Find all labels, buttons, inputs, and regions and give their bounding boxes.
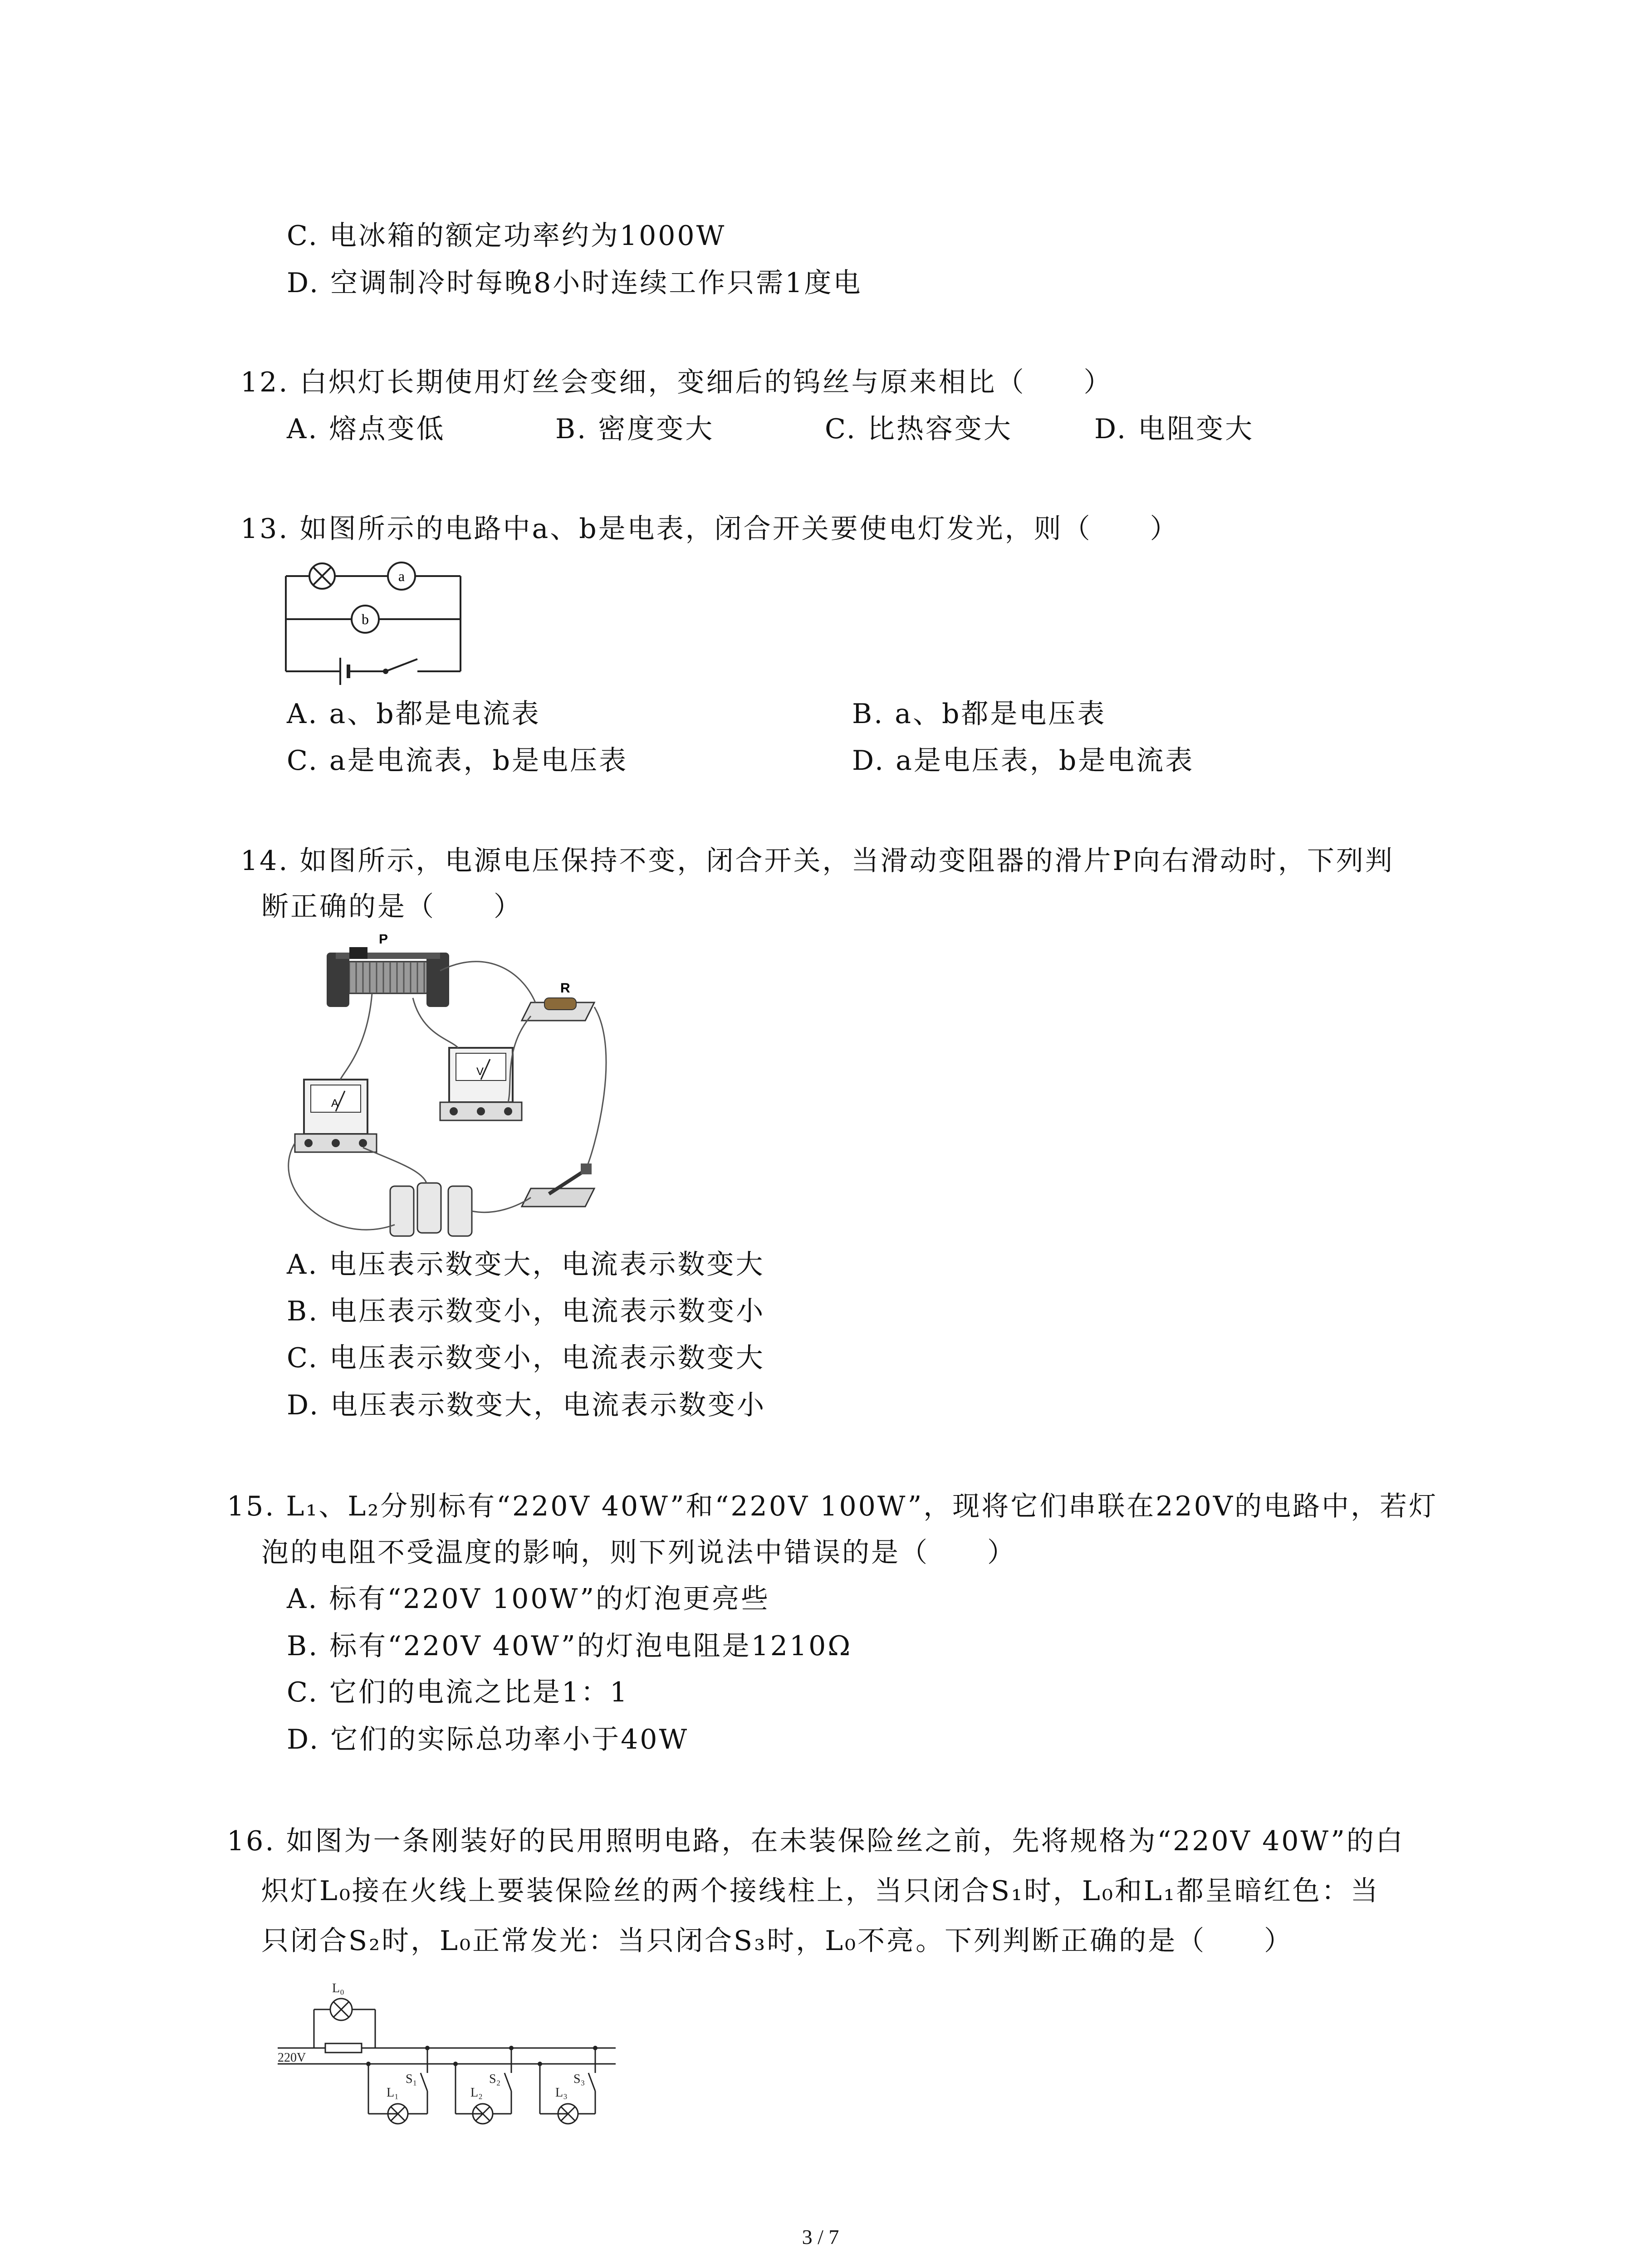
q15-stem-line1: 15. L₁、L₂分别标有“220V 40W”和“220V 100W”，现将它们串联在220V的电路中，若灯 [227, 1491, 1438, 1522]
resistor-icon [522, 998, 594, 1021]
switch-s3-label: S₃ [573, 2072, 585, 2086]
q14-apparatus-photo [277, 934, 622, 1247]
q16-lighting-circuit-diagram [278, 1978, 622, 2150]
q15-option-a: A. 标有“220V 100W”的灯泡更亮些 [287, 1583, 770, 1615]
q12-option-d: D. 电阻变大 [1094, 413, 1254, 445]
lamp-l0-label: L₀ [332, 1981, 344, 1995]
resistor-r-label: R [560, 981, 570, 996]
rheostat-icon [327, 947, 449, 1007]
page-number: 3 / 7 [802, 2225, 839, 2248]
q14-option-b: B. 电压表示数变小，电流表示数变小 [287, 1295, 765, 1327]
switch-icon [522, 1163, 594, 1207]
q13-stem: 13. 如图所示的电路中a、b是电表，闭合开关要使电灯发光，则（ ） [240, 513, 1179, 545]
meter-a-label: a [398, 568, 405, 584]
lamp-l3-label: L₃ [555, 2086, 568, 2100]
battery-icon [390, 1183, 472, 1236]
q13-circuit-diagram [281, 556, 472, 687]
q14-stem-line2: 断正确的是（ ） [261, 891, 523, 923]
q14-option-c: C. 电压表示数变小，电流表示数变大 [287, 1342, 765, 1374]
switch-s1-label: S₁ [406, 2072, 417, 2086]
q16-stem-line2: 炽灯L₀接在火线上要装保险丝的两个接线柱上，当只闭合S₁时，L₀和L₁都呈暗红色：当 [261, 1875, 1380, 1907]
switch-s2-label: S₂ [489, 2072, 501, 2086]
q12-option-c: C. 比热容变大 [825, 413, 1013, 445]
q15-option-b: B. 标有“220V 40W”的灯泡电阻是1210Ω [287, 1630, 852, 1662]
q13-option-a: A. a、b都是电流表 [287, 698, 541, 730]
meter-b-label: b [362, 611, 369, 627]
lamp-l1-label: L₁ [387, 2086, 399, 2100]
q14-option-a: A. 电压表示数变大，电流表示数变大 [287, 1249, 765, 1281]
q14-stem-line1: 14. 如图所示，电源电压保持不变，闭合开关，当滑动变阻器的滑片P向右滑动时，下列判 [240, 845, 1394, 877]
q12-stem: 12. 白炽灯长期使用灯丝会变细，变细后的钨丝与原来相比（ ） [240, 367, 1113, 398]
q13-option-c: C. a是电流表，b是电压表 [287, 745, 628, 777]
q13-option-d: D. a是电压表，b是电流表 [852, 745, 1195, 777]
q16-stem-line3: 只闭合S₂时，L₀正常发光：当只闭合S₃时，L₀不亮。下列判断正确的是（ ） [261, 1925, 1293, 1957]
voltage-label: 220V [278, 2051, 306, 2065]
lamp-l2-label: L₂ [470, 2086, 483, 2100]
q11-option-c: C. 电冰箱的额定功率约为1000W [287, 220, 726, 252]
slider-p-label: P [379, 934, 388, 947]
q16-stem-line1: 16. 如图为一条刚装好的民用照明电路，在未装保险丝之前，先将规格为“220V 40W”的白 [227, 1825, 1405, 1857]
voltmeter-v-label: V [476, 1066, 484, 1078]
q13-option-b: B. a、b都是电压表 [852, 698, 1107, 730]
q15-stem-line2: 泡的电阻不受温度的影响，则下列说法中错误的是（ ） [261, 1537, 1016, 1569]
ammeter-icon [295, 1080, 377, 1152]
q12-option-a: A. 熔点变低 [287, 413, 446, 445]
q15-option-d: D. 它们的实际总功率小于40W [287, 1724, 689, 1755]
q11-option-d: D. 空调制冷时每晚8小时连续工作只需1度电 [287, 267, 862, 299]
q15-option-c: C. 它们的电流之比是1：1 [287, 1677, 629, 1708]
ammeter-a-label: A [331, 1097, 339, 1110]
q14-option-d: D. 电压表示数变大，电流表示数变小 [287, 1389, 766, 1421]
q12-option-b: B. 密度变大 [555, 413, 715, 445]
